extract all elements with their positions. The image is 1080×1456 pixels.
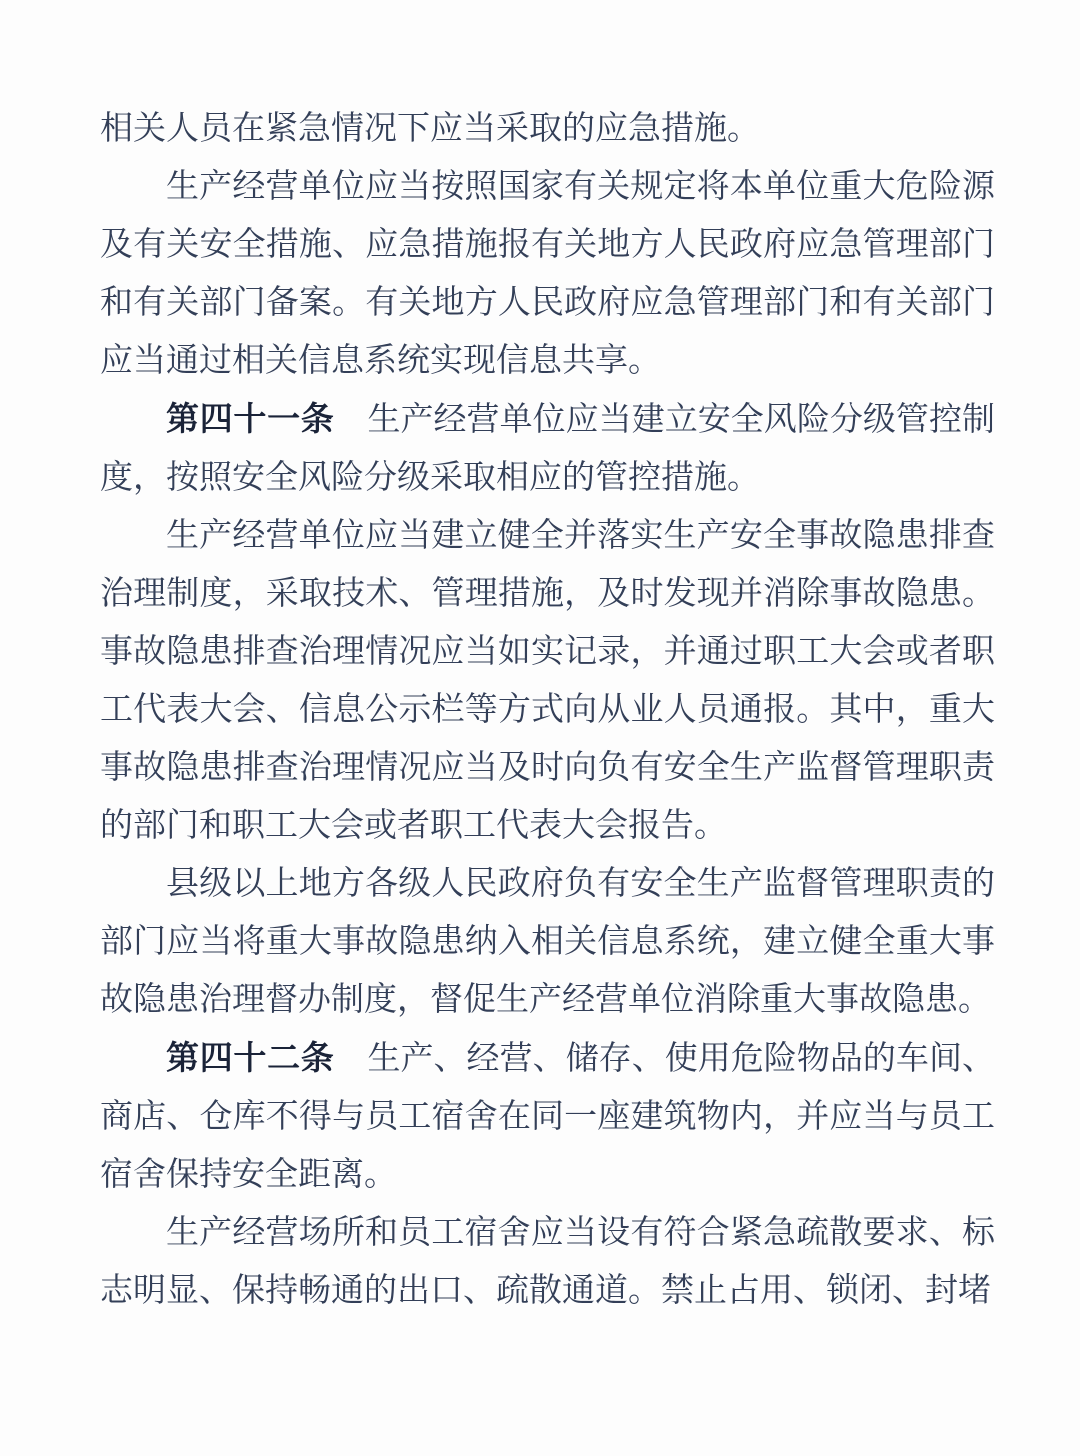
paragraph-text: 生产、经营、储存、使用危险物品的车间、商店、仓库不得与员工宿舍在同一座建筑物内，并应当与员工宿舍保持安全距离。 [100,1041,995,1193]
paragraph-text: 县级以上地方各级人民政府负有安全生产监督管理职责的部门应当将重大事故隐患纳入相关信息系统，建立健全重大事故隐患治理督办制度，督促生产经营单位消除重大事故隐患。 [100,866,995,1018]
paragraph-text: 生产经营单位应当建立安全风险分级管控制度，按照安全风险分级采取相应的管控措施。 [100,402,995,496]
article-number-label: 第四十一条 [166,400,335,437]
article-number-label: 第四十二条 [166,1039,335,1076]
article-paragraph [100,1029,995,1204]
paragraph [100,507,995,855]
paragraph [100,100,995,158]
paragraph-text: 生产经营单位应当按照国家有关规定将本单位重大危险源及有关安全措施、应急措施报有关地方人民政府应急管理部门和有关部门备案。有关地方人民政府应急管理部门和有关部门应当通过相关信息系统实现信息共享。 [100,169,995,379]
paragraph [100,1204,995,1320]
paragraph [100,855,995,1029]
article-paragraph [100,390,995,507]
paragraph-text: 生产经营场所和员工宿舍应当设有符合紧急疏散要求、标志明显、保持畅通的出口、疏散通道。禁止占用、锁闭、封堵 [100,1215,995,1309]
paragraph-text: 生产经营单位应当建立健全并落实生产安全事故隐患排查治理制度，采取技术、管理措施，及时发现并消除事故隐患。事故隐患排查治理情况应当如实记录，并通过职工大会或者职工代表大会、信息公示栏等方式向从业人员通报。其中，重大事故隐患排查治理情况应当及时向负有安全生产监督管理职责的部门和职工大会或者职工代表大会报告。 [100,518,995,844]
paragraph [100,158,995,390]
paragraph-text: 相关人员在紧急情况下应当采取的应急措施。 [100,111,760,147]
legal-text-block [100,100,995,1320]
